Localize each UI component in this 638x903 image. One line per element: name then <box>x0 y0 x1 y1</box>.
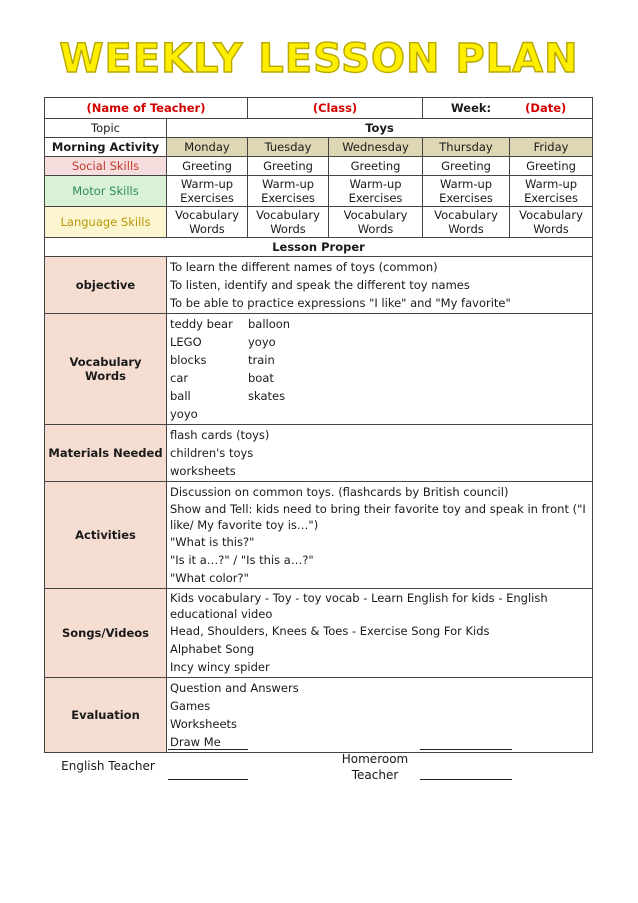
signature-line <box>420 779 512 780</box>
activities-line: Discussion on common toys. (flashcards by British council) <box>170 485 509 499</box>
skill-cell: Warm-up Exercises <box>167 176 248 207</box>
skill-cell: Warm-up Exercises <box>248 176 329 207</box>
objective-line: To listen, identify and speak the different toy names <box>170 278 470 292</box>
skill-cell: Vocabulary Words <box>510 207 593 238</box>
social-skills-label: Social Skills <box>45 157 167 176</box>
objective-line: To learn the different names of toys (common) <box>170 260 438 274</box>
language-skills-label: Language Skills <box>45 207 167 238</box>
activities-line: "What color?" <box>170 571 249 585</box>
songs-line: Incy wincy spider <box>170 660 270 674</box>
lesson-plan-table-wrapper <box>44 97 592 753</box>
evaluation-label: Evaluation <box>45 678 167 753</box>
topic-value: Toys <box>167 119 593 138</box>
skill-cell: Warm-up Exercises <box>329 176 423 207</box>
evaluation-row <box>45 678 593 753</box>
vocab-word: yoyo <box>170 407 198 421</box>
date-label: (Date) <box>525 101 567 115</box>
vocabulary-content <box>167 314 593 425</box>
day-tuesday: Tuesday <box>248 138 329 157</box>
day-wednesday: Wednesday <box>329 138 423 157</box>
lesson-proper-row <box>45 238 593 257</box>
signature-line <box>420 749 512 750</box>
vocabulary-row <box>45 314 593 425</box>
skill-cell: Vocabulary Words <box>248 207 329 238</box>
lesson-plan-table <box>44 97 593 753</box>
social-skills-row <box>45 157 593 176</box>
activities-row <box>45 482 593 589</box>
week-label: Week: <box>451 101 492 115</box>
vocab-word: yoyo <box>248 335 276 349</box>
songs-label: Songs/Videos <box>45 589 167 678</box>
objective-row <box>45 257 593 314</box>
materials-label: Materials Needed <box>45 425 167 482</box>
signature-line <box>168 749 248 750</box>
objective-content <box>167 257 593 314</box>
skill-cell: Greeting <box>510 157 593 176</box>
vocab-word: LEGO <box>170 335 202 349</box>
vocab-word: skates <box>248 389 286 403</box>
evaluation-line: Question and Answers <box>170 681 299 695</box>
activities-line: "What is this?" <box>170 535 255 549</box>
evaluation-line: Draw Me <box>170 735 221 749</box>
skill-cell: Vocabulary Words <box>423 207 510 238</box>
day-thursday: Thursday <box>423 138 510 157</box>
songs-content <box>167 589 593 678</box>
songs-line: Kids vocabulary - Toy - toy vocab - Learn English for kids - English educational video <box>170 591 548 621</box>
topic-label: Topic <box>45 119 167 138</box>
skill-cell: Greeting <box>167 157 248 176</box>
materials-line: children's toys <box>170 446 254 460</box>
skill-cell: Warm-up Exercises <box>423 176 510 207</box>
class-cell: (Class) <box>248 98 423 119</box>
vocab-word: teddy bear <box>170 317 233 331</box>
vocab-word: blocks <box>170 353 207 367</box>
activities-line: "Is it a…?" / "Is this a…?" <box>170 553 314 567</box>
vocab-word: boat <box>248 371 274 385</box>
materials-line: flash cards (toys) <box>170 428 270 442</box>
vocabulary-label: Vocabulary Words <box>45 314 167 425</box>
days-row <box>45 138 593 157</box>
activities-label: Activities <box>45 482 167 589</box>
page-title: WEEKLY LESSON PLAN <box>59 36 579 82</box>
english-teacher-label: English Teacher <box>61 759 155 773</box>
skill-cell: Warm-up Exercises <box>510 176 593 207</box>
activities-line: Show and Tell: kids need to bring their favorite toy and speak in front ("I like/ My favorite toy is…") <box>170 502 586 532</box>
materials-row <box>45 425 593 482</box>
motor-skills-label: Motor Skills <box>45 176 167 207</box>
skill-cell: Greeting <box>423 157 510 176</box>
songs-row <box>45 589 593 678</box>
vocab-word: car <box>170 371 189 385</box>
teacher-name-cell: (Name of Teacher) <box>45 98 248 119</box>
homeroom-teacher-label: Homeroom Teacher <box>341 752 409 782</box>
activities-content <box>167 482 593 589</box>
vocab-word: ball <box>170 389 191 403</box>
language-skills-row <box>45 207 593 238</box>
topic-row <box>45 119 593 138</box>
songs-line: Head, Shoulders, Knees & Toes - Exercise Song For Kids <box>170 624 490 638</box>
songs-line: Alphabet Song <box>170 642 255 656</box>
objective-label: objective <box>45 257 167 314</box>
skill-cell: Vocabulary Words <box>329 207 423 238</box>
materials-line: worksheets <box>170 464 236 478</box>
evaluation-content <box>167 678 593 753</box>
signature-line <box>168 779 248 780</box>
motor-skills-row <box>45 176 593 207</box>
week-cell <box>423 98 593 119</box>
vocab-word: train <box>248 353 275 367</box>
lesson-proper-heading: Lesson Proper <box>45 238 593 257</box>
objective-line: To be able to practice expressions "I like" and "My favorite" <box>170 296 511 310</box>
header-row <box>45 98 593 119</box>
materials-content <box>167 425 593 482</box>
skill-cell: Greeting <box>248 157 329 176</box>
skill-cell: Vocabulary Words <box>167 207 248 238</box>
evaluation-line: Games <box>170 699 211 713</box>
vocab-word: balloon <box>248 317 291 331</box>
day-friday: Friday <box>510 138 593 157</box>
skill-cell: Greeting <box>329 157 423 176</box>
day-monday: Monday <box>167 138 248 157</box>
morning-activity-label: Morning Activity <box>45 138 167 157</box>
evaluation-line: Worksheets <box>170 717 238 731</box>
